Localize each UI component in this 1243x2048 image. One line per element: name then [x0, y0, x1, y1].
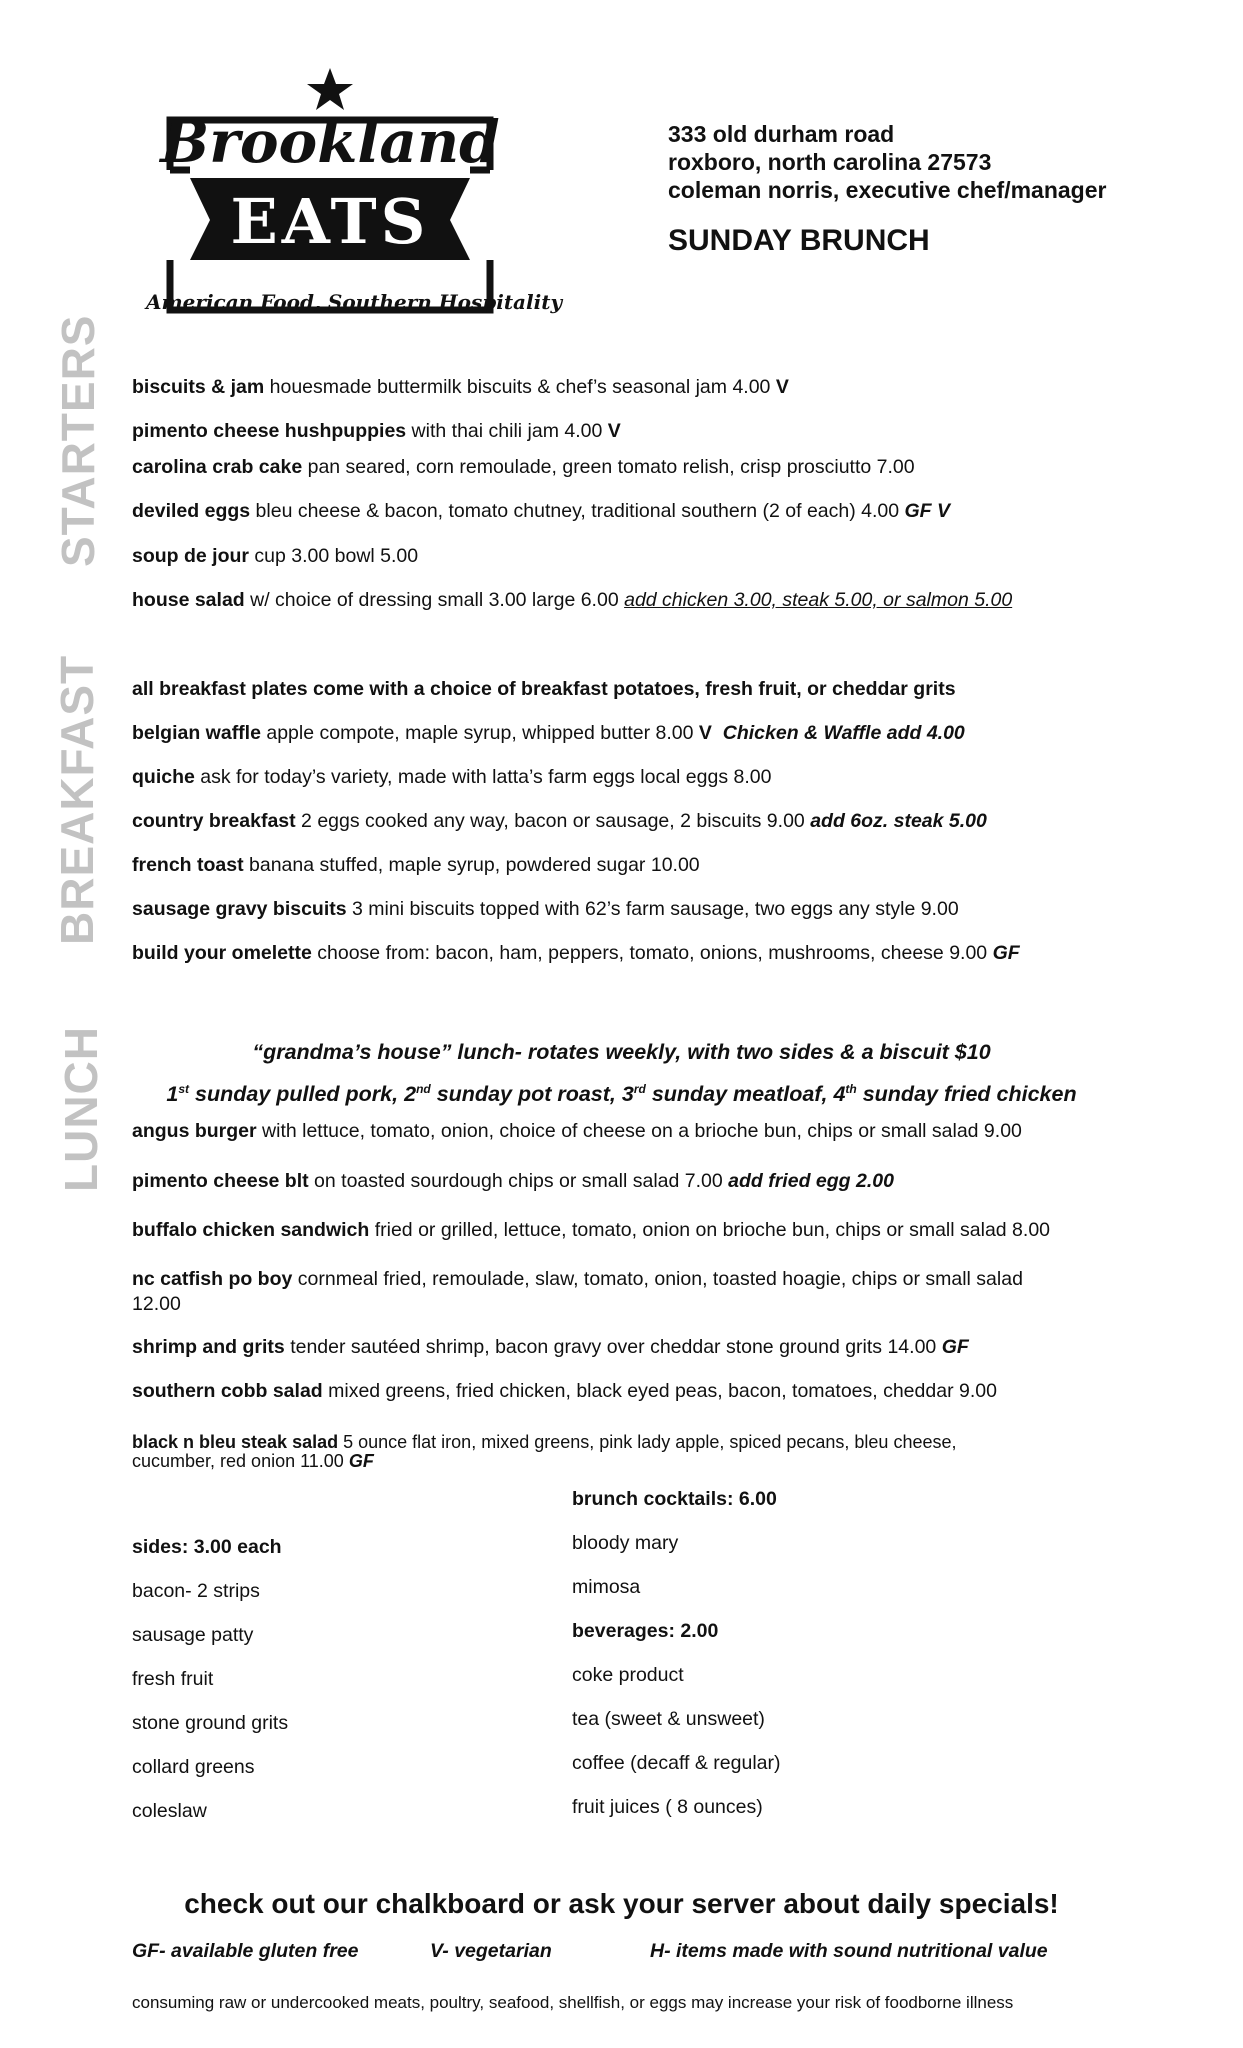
- menu-item: angus burger with lettuce, tomato, onion, choice of cheese on a brioche bun, chips or small salad 9.00: [132, 1120, 1022, 1142]
- menu-item: shrimp and grits tender sautéed shrimp, bacon gravy over cheddar stone ground grits 14.00 GF: [132, 1336, 969, 1358]
- beverages-heading: beverages: 2.00: [572, 1620, 719, 1642]
- menu-item: country breakfast 2 eggs cooked any way, bacon or sausage, 2 biscuits 9.00 add 6oz. steak 5.00: [132, 810, 987, 832]
- address-line-2: roxboro, north carolina 27573: [668, 149, 992, 175]
- menu-item: belgian waffle apple compote, maple syrup, whipped butter 8.00 V Chicken & Waffle add 4.00: [132, 722, 965, 744]
- menu-item: nc catfish po boy cornmeal fried, remoulade, slaw, tomato, onion, toasted hoagie, chips or small salad: [132, 1268, 1023, 1290]
- menu-item: house salad w/ choice of dressing small 3.00 large 6.00 add chicken 3.00, steak 5.00, or salmon 5.00: [132, 589, 1013, 611]
- menu-item: build your omelette choose from: bacon, ham, peppers, tomato, onions, mushrooms, cheese 9.00 GF: [132, 942, 1020, 964]
- beverage-item: coke product: [572, 1664, 684, 1686]
- beverage-item: fruit juices ( 8 ounces): [572, 1796, 763, 1818]
- beverage-item: tea (sweet & unsweet): [572, 1708, 765, 1730]
- menu-item: black n bleu steak salad 5 ounce flat iron, mixed greens, pink lady apple, spiced pecans, bleu cheese,: [132, 1432, 957, 1452]
- section-label-breakfast: BREAKFAST: [51, 654, 103, 945]
- star-icon: [307, 68, 353, 110]
- rotation-line: 1st sunday pulled pork, 2nd sunday pot roast, 3rd sunday meatloaf, 4th sunday fried chicken: [166, 1082, 1077, 1107]
- menu-item: pimento cheese blt on toasted sourdough chips or small salad 7.00 add fried egg 2.00: [132, 1170, 894, 1192]
- side-item: fresh fruit: [132, 1668, 214, 1690]
- menu-item: french toast banana stuffed, maple syrup, powdered sugar 10.00: [132, 854, 700, 876]
- legend-vegetarian: V- vegetarian: [430, 1940, 552, 1962]
- breakfast-note: all breakfast plates come with a choice of breakfast potatoes, fresh fruit, or cheddar grits: [132, 678, 956, 700]
- cocktails-heading: brunch cocktails: 6.00: [572, 1488, 777, 1510]
- menu-item: deviled eggs bleu cheese & bacon, tomato chutney, traditional southern (2 of each) 4.00 GF V: [132, 500, 951, 522]
- logo-eats: EATS: [230, 185, 430, 258]
- section-label-starters: STARTERS: [52, 314, 104, 567]
- grandmas-house-line: “grandma’s house” lunch- rotates weekly, with two sides & a biscuit $10: [252, 1040, 991, 1064]
- cocktail-item: bloody mary: [572, 1532, 679, 1554]
- menu-item: quiche ask for today’s variety, made with latta’s farm eggs local eggs 8.00: [132, 766, 772, 788]
- chalkboard-specials: check out our chalkboard or ask your server about daily specials!: [184, 1888, 1059, 1919]
- menu-item-continued: cucumber, red onion 11.00 GF: [132, 1451, 374, 1471]
- side-item: sausage patty: [132, 1624, 254, 1646]
- menu-item: biscuits & jam houesmade buttermilk biscuits & chef’s seasonal jam 4.00 V: [132, 376, 789, 398]
- legend-nutritional: H- items made with sound nutritional value: [650, 1940, 1048, 1962]
- side-item: bacon- 2 strips: [132, 1580, 260, 1602]
- menu-item-continued: 12.00: [132, 1293, 181, 1315]
- address-line-1: 333 old durham road: [668, 121, 895, 147]
- menu-item: carolina crab cake pan seared, corn remoulade, green tomato relish, crisp prosciutto 7.00: [132, 456, 915, 478]
- menu-item: pimento cheese hushpuppies with thai chili jam 4.00 V: [132, 420, 621, 442]
- side-item: collard greens: [132, 1756, 255, 1778]
- disclaimer: consuming raw or undercooked meats, poultry, seafood, shellfish, or eggs may increase your risk of foodborne illness: [132, 1993, 1014, 2012]
- beverage-item: coffee (decaff & regular): [572, 1752, 781, 1774]
- sides-heading: sides: 3.00 each: [132, 1536, 282, 1558]
- menu-item: sausage gravy biscuits 3 mini biscuits topped with 62’s farm sausage, two eggs any style 9.00: [132, 898, 959, 920]
- menu-item: soup de jour cup 3.00 bowl 5.00: [132, 545, 419, 567]
- page-title: SUNDAY BRUNCH: [668, 224, 930, 257]
- legend-gluten-free: GF- available gluten free: [132, 1940, 359, 1962]
- menu-item: buffalo chicken sandwich fried or grilled, lettuce, tomato, onion on brioche bun, chips or small salad 8.00: [132, 1219, 1051, 1241]
- side-item: stone ground grits: [132, 1712, 289, 1734]
- address-line-3: coleman norris, executive chef/manager: [668, 177, 1107, 203]
- section-label-lunch: LUNCH: [55, 1026, 107, 1192]
- logo-tagline: American Food, Southern Hospitality: [146, 290, 563, 314]
- menu-item: southern cobb salad mixed greens, fried chicken, black eyed peas, bacon, tomatoes, cheddar 9.00: [132, 1380, 997, 1402]
- side-item: coleslaw: [132, 1800, 207, 1822]
- cocktail-item: mimosa: [572, 1576, 641, 1598]
- logo-name: Brookland: [160, 108, 500, 176]
